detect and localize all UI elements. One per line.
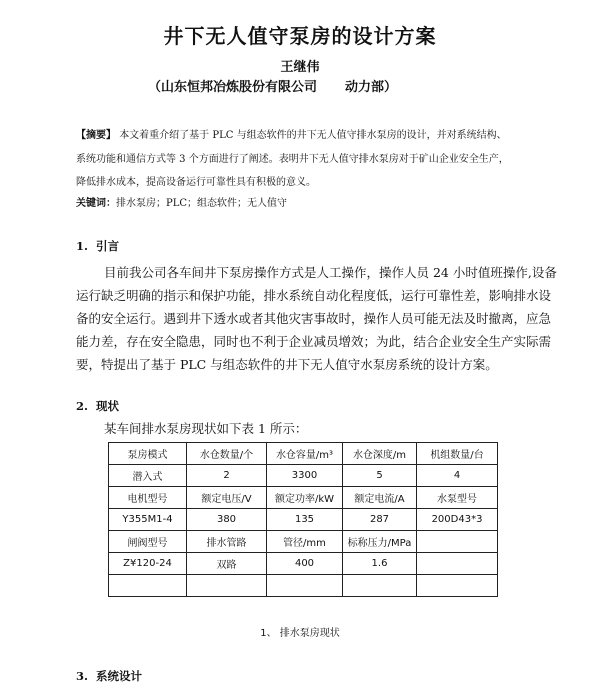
section-1-line-2: 运行缺乏明确的指示和保护功能，排水系统自动化程度低，运行可靠性差，影响排水设	[76, 288, 552, 303]
table-cell: 水仓容量/m³	[267, 443, 343, 465]
table-cell: 双路	[187, 553, 267, 575]
table-row	[109, 487, 498, 509]
abstract-line-2: 系统功能和通信方式等 3 个方面进行了阐述。表明井下无人值守排水泵房对于矿山企业安全生产，	[76, 154, 509, 165]
table-cell: 380	[187, 509, 267, 531]
table-cell: 额定电流/A	[343, 487, 417, 509]
section-1-heading: 1. 引言	[76, 239, 119, 253]
table-cell: 4	[417, 465, 498, 487]
table-cell: 额定电压/V	[187, 487, 267, 509]
table-cell: Y355M1-4	[109, 509, 187, 531]
keywords-label: 关键词：	[76, 198, 116, 209]
section-1-line-1: 目前我公司各车间井下泵房操作方式是人工操作，操作人员 24 小时值班操作,设备	[104, 265, 557, 280]
table-cell: 2	[187, 465, 267, 487]
pump-room-status-table	[108, 442, 498, 597]
table-cell: 机组数量/台	[417, 443, 498, 465]
table-cell	[417, 531, 498, 553]
paper-title: 井下无人值守泵房的设计方案	[163, 24, 437, 48]
table-cell	[267, 575, 343, 597]
section-3-heading: 3. 系统设计	[76, 669, 142, 683]
section-1-line-4: 能力差，存在安全隐患，同时也不利于企业减员增效；为此，结合企业安全生产实际需	[76, 334, 552, 349]
table-row	[109, 509, 498, 531]
table-cell: 管径/mm	[267, 531, 343, 553]
table-cell: 400	[267, 553, 343, 575]
table-cell: 标称压力/MPa	[343, 531, 417, 553]
section-2-intro: 某车间排水泵房现状如下表 1 所示：	[104, 421, 308, 436]
table-cell	[187, 575, 267, 597]
table-caption: 1、 排水泵房现状	[260, 628, 340, 639]
table-cell: 水仓深度/m	[343, 443, 417, 465]
table-row	[109, 443, 498, 465]
table-cell: 水仓数量/个	[187, 443, 267, 465]
section-1-line-3: 备的安全运行。遇到井下透水或者其他灾害事故时，操作人员可能无法及时撤离，应急	[76, 311, 552, 326]
table-cell	[109, 575, 187, 597]
table-row	[109, 531, 498, 553]
table-cell: 200D43*3	[417, 509, 498, 531]
keywords	[76, 194, 287, 209]
table-cell: 闸阀型号	[109, 531, 187, 553]
table-cell: 1.6	[343, 553, 417, 575]
table-cell: 水泵型号	[417, 487, 498, 509]
table-cell: 3300	[267, 465, 343, 487]
table-cell: 潜入式	[109, 465, 187, 487]
table-cell: 287	[343, 509, 417, 531]
table-cell: 额定功率/kW	[267, 487, 343, 509]
table-cell	[417, 575, 498, 597]
abstract-line-1: 【摘要】 本文着重介绍了基于 PLC 与组态软件的井下无人值守排水泵房的设计，并对系统结构、	[76, 130, 507, 141]
table-cell: 泵房模式	[109, 443, 187, 465]
table-cell: 排水管路	[187, 531, 267, 553]
affiliation-company: （山东恒邦冶炼股份有限公司	[148, 80, 318, 95]
table-row	[109, 465, 498, 487]
table-cell	[417, 553, 498, 575]
keywords-text: 排水泵房；PLC；组态软件；无人值守	[116, 198, 288, 209]
table-row	[109, 553, 498, 575]
section-1-line-5: 要，特提出了基于 PLC 与组态软件的井下无人值守水泵房系统的设计方案。	[76, 357, 498, 372]
table-cell: 电机型号	[109, 487, 187, 509]
section-2-heading: 2. 现状	[76, 399, 119, 413]
table-cell: 135	[267, 509, 343, 531]
affiliation-dept: 动力部）	[345, 80, 398, 95]
table-cell: Z¥120-24	[109, 553, 187, 575]
table-cell: 5	[343, 465, 417, 487]
table-cell	[343, 575, 417, 597]
author-name: 王继伟	[280, 60, 320, 75]
abstract-line-3: 降低排水成本，提高设备运行可靠性具有积极的意义。	[76, 177, 316, 188]
affiliation	[148, 76, 397, 95]
table-row	[109, 575, 498, 597]
abstract-label: 【摘要】	[76, 130, 116, 141]
